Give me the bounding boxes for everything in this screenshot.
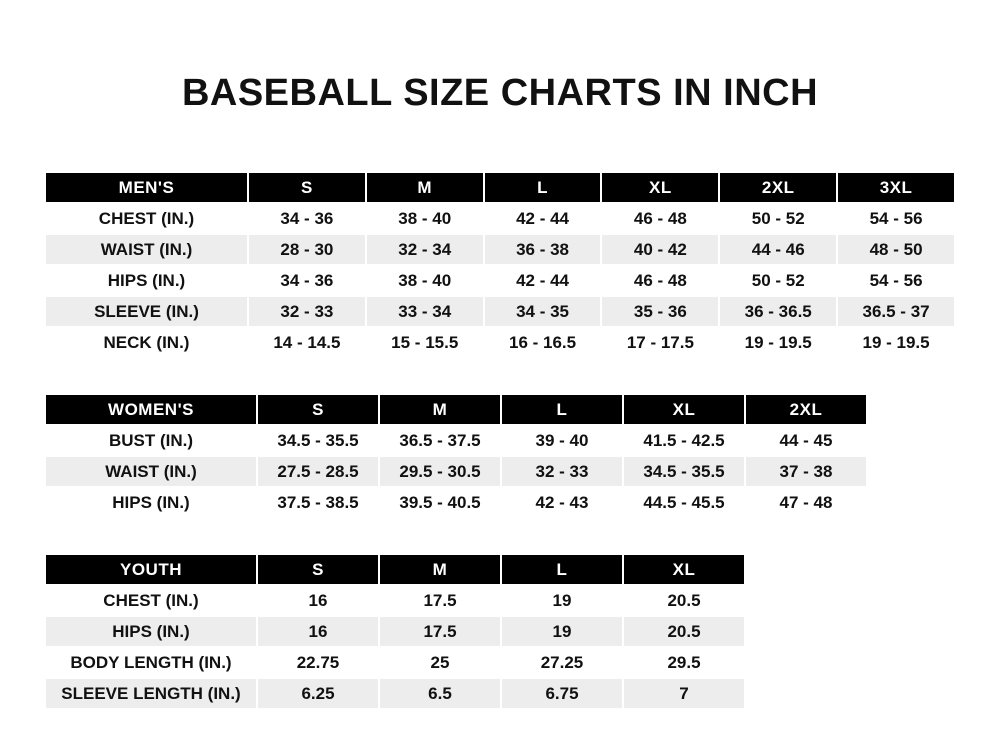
column-header: L <box>484 172 602 203</box>
table-cell: 16 - 16.5 <box>484 327 602 358</box>
column-header: XL <box>601 172 719 203</box>
table-row <box>45 203 955 234</box>
table-cell: 17 - 17.5 <box>601 327 719 358</box>
table-row <box>45 265 955 296</box>
column-header: L <box>501 554 623 585</box>
table-cell: 42 - 43 <box>501 487 623 518</box>
row-label: BUST (IN.) <box>45 425 257 456</box>
table-cell: 42 - 44 <box>484 265 602 296</box>
table-cell: 19 <box>501 616 623 647</box>
table-cell: 19 - 19.5 <box>837 327 955 358</box>
youth-size-table <box>44 553 746 710</box>
row-label: CHEST (IN.) <box>45 203 248 234</box>
table-cell: 46 - 48 <box>601 203 719 234</box>
table-cell: 40 - 42 <box>601 234 719 265</box>
table-cell: 48 - 50 <box>837 234 955 265</box>
table-cell: 36.5 - 37 <box>837 296 955 327</box>
table-cell: 54 - 56 <box>837 265 955 296</box>
table-cell: 36 - 36.5 <box>719 296 837 327</box>
size-chart-tables <box>0 171 1000 710</box>
table-cell: 6.5 <box>379 678 501 709</box>
row-label: HIPS (IN.) <box>45 616 257 647</box>
table-cell: 32 - 33 <box>501 456 623 487</box>
table-header-row <box>45 554 745 585</box>
table-cell: 36.5 - 37.5 <box>379 425 501 456</box>
column-header: MEN'S <box>45 172 248 203</box>
row-label: SLEEVE (IN.) <box>45 296 248 327</box>
table-cell: 50 - 52 <box>719 265 837 296</box>
table-cell: 20.5 <box>623 585 745 616</box>
table-cell: 46 - 48 <box>601 265 719 296</box>
table-cell: 34.5 - 35.5 <box>623 456 745 487</box>
column-header: WOMEN'S <box>45 394 257 425</box>
mens-size-table <box>44 171 956 359</box>
column-header: XL <box>623 394 745 425</box>
row-label: WAIST (IN.) <box>45 456 257 487</box>
table-cell: 36 - 38 <box>484 234 602 265</box>
column-header: S <box>257 554 379 585</box>
column-header: M <box>379 394 501 425</box>
table-cell: 29.5 <box>623 647 745 678</box>
table-cell: 19 - 19.5 <box>719 327 837 358</box>
table-cell: 44.5 - 45.5 <box>623 487 745 518</box>
table-cell: 16 <box>257 616 379 647</box>
row-label: NECK (IN.) <box>45 327 248 358</box>
table-row <box>45 647 745 678</box>
table-cell: 41.5 - 42.5 <box>623 425 745 456</box>
table-cell: 50 - 52 <box>719 203 837 234</box>
row-label: CHEST (IN.) <box>45 585 257 616</box>
row-label: SLEEVE LENGTH (IN.) <box>45 678 257 709</box>
table-cell: 6.75 <box>501 678 623 709</box>
table-cell: 38 - 40 <box>366 203 484 234</box>
table-cell: 47 - 48 <box>745 487 867 518</box>
table-cell: 44 - 46 <box>719 234 837 265</box>
womens-size-table <box>44 393 868 519</box>
table-cell: 28 - 30 <box>248 234 366 265</box>
table-cell: 42 - 44 <box>484 203 602 234</box>
row-label: BODY LENGTH (IN.) <box>45 647 257 678</box>
table-cell: 39 - 40 <box>501 425 623 456</box>
table-cell: 15 - 15.5 <box>366 327 484 358</box>
table-row <box>45 327 955 358</box>
page-title: BASEBALL SIZE CHARTS IN INCH <box>181 72 819 114</box>
table-row <box>45 234 955 265</box>
table-row <box>45 616 745 647</box>
table-cell: 37 - 38 <box>745 456 867 487</box>
table-cell: 35 - 36 <box>601 296 719 327</box>
table-cell: 16 <box>257 585 379 616</box>
column-header: 2XL <box>745 394 867 425</box>
column-header: XL <box>623 554 745 585</box>
table-cell: 14 - 14.5 <box>248 327 366 358</box>
table-cell: 34 - 35 <box>484 296 602 327</box>
table-cell: 25 <box>379 647 501 678</box>
column-header: 2XL <box>719 172 837 203</box>
table-cell: 37.5 - 38.5 <box>257 487 379 518</box>
column-header: 3XL <box>837 172 955 203</box>
column-header: S <box>248 172 366 203</box>
column-header: M <box>379 554 501 585</box>
row-label: HIPS (IN.) <box>45 487 257 518</box>
table-cell: 27.25 <box>501 647 623 678</box>
row-label: WAIST (IN.) <box>45 234 248 265</box>
table-cell: 44 - 45 <box>745 425 867 456</box>
column-header: S <box>257 394 379 425</box>
table-row <box>45 585 745 616</box>
table-cell: 32 - 33 <box>248 296 366 327</box>
table-cell: 54 - 56 <box>837 203 955 234</box>
column-header: M <box>366 172 484 203</box>
table-cell: 27.5 - 28.5 <box>257 456 379 487</box>
table-cell: 34.5 - 35.5 <box>257 425 379 456</box>
table-cell: 19 <box>501 585 623 616</box>
table-row <box>45 425 867 456</box>
table-cell: 33 - 34 <box>366 296 484 327</box>
table-cell: 20.5 <box>623 616 745 647</box>
table-cell: 32 - 34 <box>366 234 484 265</box>
table-cell: 6.25 <box>257 678 379 709</box>
table-cell: 34 - 36 <box>248 203 366 234</box>
table-cell: 39.5 - 40.5 <box>379 487 501 518</box>
table-cell: 7 <box>623 678 745 709</box>
table-cell: 34 - 36 <box>248 265 366 296</box>
table-cell: 22.75 <box>257 647 379 678</box>
table-row <box>45 296 955 327</box>
table-cell: 17.5 <box>379 585 501 616</box>
table-row <box>45 678 745 709</box>
row-label: HIPS (IN.) <box>45 265 248 296</box>
table-cell: 38 - 40 <box>366 265 484 296</box>
table-row <box>45 456 867 487</box>
table-header-row <box>45 172 955 203</box>
column-header: YOUTH <box>45 554 257 585</box>
table-header-row <box>45 394 867 425</box>
column-header: L <box>501 394 623 425</box>
table-cell: 17.5 <box>379 616 501 647</box>
table-cell: 29.5 - 30.5 <box>379 456 501 487</box>
table-row <box>45 487 867 518</box>
